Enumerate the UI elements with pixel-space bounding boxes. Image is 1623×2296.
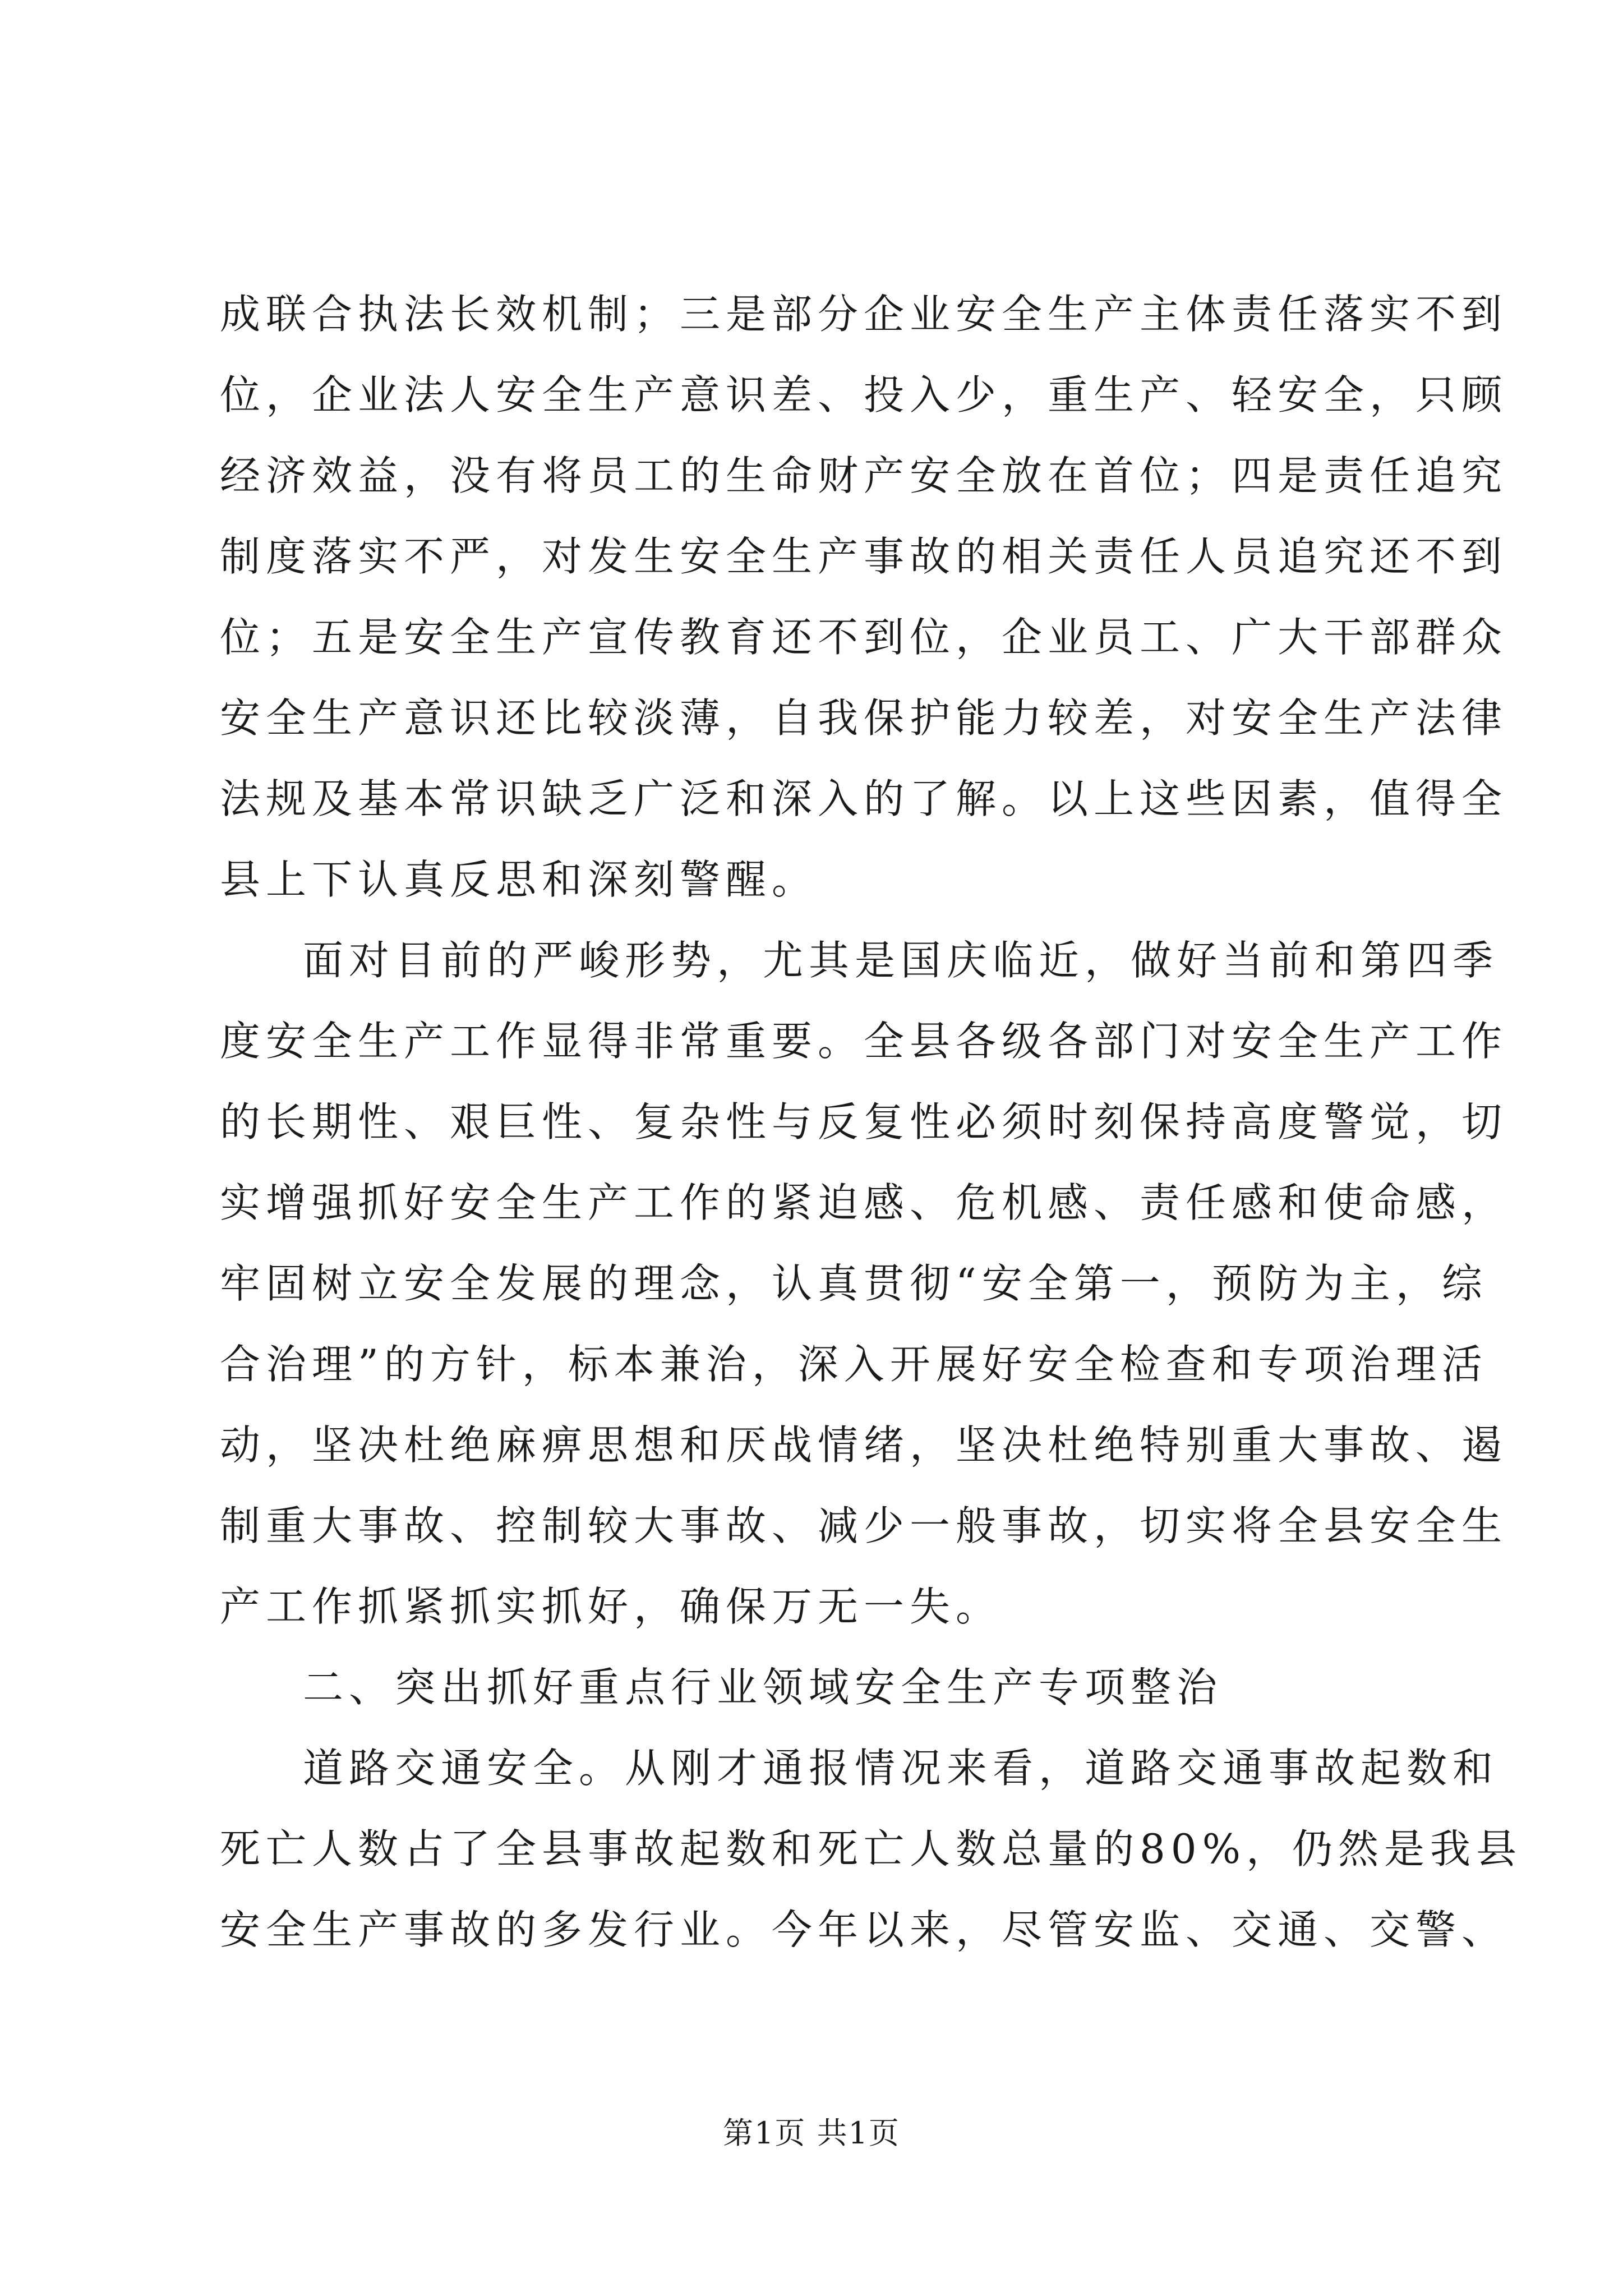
text-line: 法规及基本常识缺乏广泛和深入的了解。以上这些因素，值得全 bbox=[220, 775, 1508, 822]
text-line: 死亡人数占了全县事故起数和死亡人数总量的80%，仍然是我县 bbox=[220, 1825, 1523, 1872]
text-line: 县上下认真反思和深刻警醒。 bbox=[220, 856, 818, 903]
text-line: 度安全生产工作显得非常重要。全县各级各部门对安全生产工作 bbox=[220, 1018, 1508, 1065]
section-heading: 二、突出抓好重点行业领域安全生产专项整治 bbox=[303, 1664, 1223, 1711]
text-line: 合治理”的方针，标本兼治，深入开展好安全检查和专项治理活 bbox=[220, 1341, 1488, 1388]
paragraph-start-line: 面对目前的严峻形势，尤其是国庆临近，做好当前和第四季 bbox=[303, 937, 1499, 984]
text-line: 位，企业法人安全生产意识差、投入少，重生产、轻安全，只顾 bbox=[220, 371, 1508, 418]
page-footer: 第1页 共1页 bbox=[723, 2115, 900, 2151]
document-body bbox=[220, 274, 1523, 1970]
text-line: 实增强抓好安全生产工作的紧迫感、危机感、责任感和使命感， bbox=[220, 1179, 1508, 1226]
text-line: 的长期性、艰巨性、复杂性与反复性必须时刻保持高度警觉，切 bbox=[220, 1098, 1508, 1145]
text-line: 动，坚决杜绝麻痹思想和厌战情绪，坚决杜绝特别重大事故、遏 bbox=[220, 1421, 1508, 1469]
text-line: 牢固树立安全发展的理念，认真贯彻“安全第一，预防为主，综 bbox=[220, 1260, 1488, 1307]
text-line: 成联合执法长效机制；三是部分企业安全生产主体责任落实不到 bbox=[220, 291, 1508, 338]
text-line: 产工作抓紧抓实抓好，确保万无一失。 bbox=[220, 1583, 1002, 1630]
text-line: 安全生产意识还比较淡薄，自我保护能力较差，对安全生产法律 bbox=[220, 694, 1508, 742]
text-line: 安全生产事故的多发行业。今年以来，尽管安监、交通、交警、 bbox=[220, 1906, 1508, 1953]
paragraph-start-line: 道路交通安全。从刚才通报情况来看，道路交通事故起数和 bbox=[303, 1745, 1499, 1792]
text-line: 经济效益，没有将员工的生命财产安全放在首位；四是责任追究 bbox=[220, 452, 1508, 499]
text-line: 位；五是安全生产宣传教育还不到位，企业员工、广大干部群众 bbox=[220, 614, 1508, 661]
text-line: 制重大事故、控制较大事故、减少一般事故，切实将全县安全生 bbox=[220, 1502, 1508, 1549]
text-line: 制度落实不严，对发生安全生产事故的相关责任人员追究还不到 bbox=[220, 533, 1508, 580]
